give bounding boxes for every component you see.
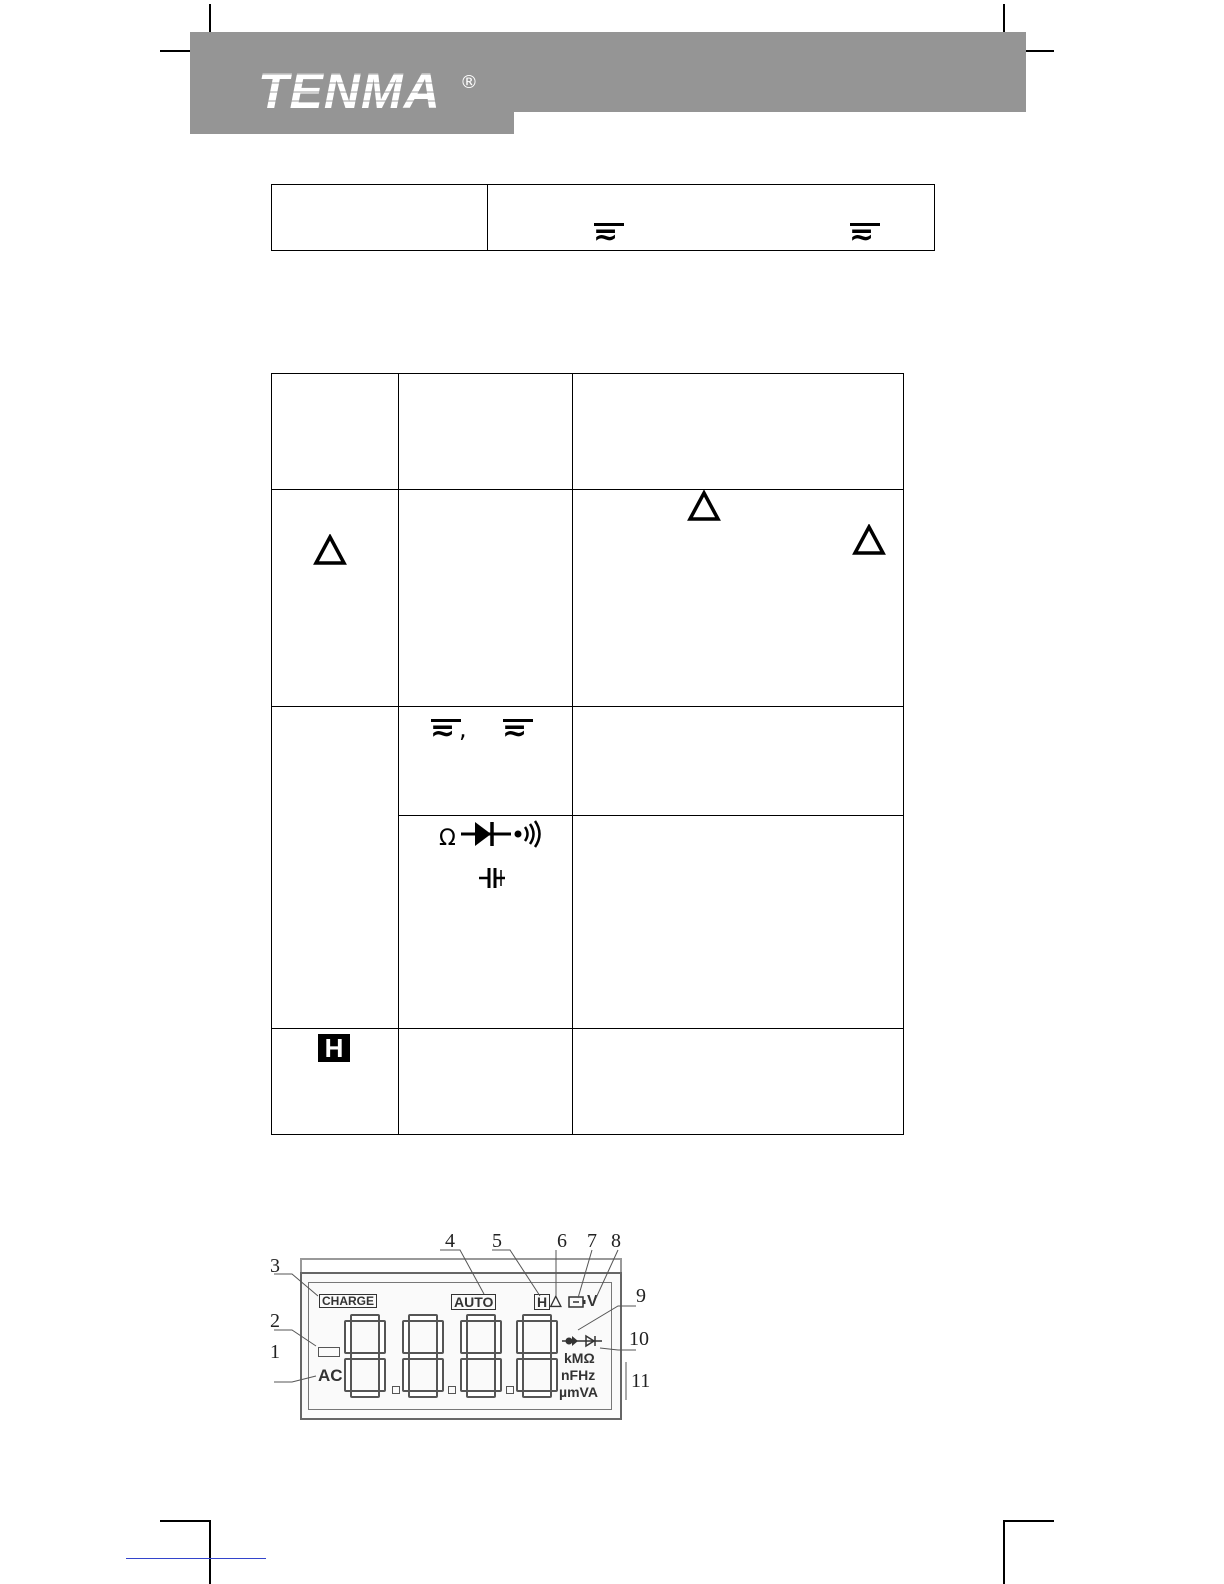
lcd-charge-label: CHARGE — [319, 1294, 377, 1308]
acdc-icon: ≂ — [503, 719, 533, 743]
acdc-icon: ≂ — [431, 719, 461, 743]
table-header-cell — [272, 374, 399, 490]
callout-9: 9 — [636, 1285, 646, 1307]
lcd-auto-label: AUTO — [451, 1294, 496, 1310]
lcd-ac-label: AC — [318, 1366, 343, 1385]
top-table — [271, 184, 935, 251]
warning-triangle-icon — [313, 534, 347, 566]
lcd-units-line2: kMΩ — [564, 1350, 595, 1366]
lcd-hold-label: H — [534, 1294, 550, 1310]
lcd-volt-label: V — [587, 1293, 598, 1310]
lcd-warning-label: △ — [550, 1292, 562, 1309]
symbols-table — [271, 373, 904, 1135]
callout-8: 8 — [611, 1230, 621, 1252]
callout-leader-lines — [260, 1230, 660, 1410]
warning-description-cell — [573, 490, 904, 707]
table-cell — [573, 815, 904, 1028]
warning-triangle-icon — [852, 524, 886, 556]
comma-separator: , — [459, 715, 467, 744]
crop-mark — [1004, 1520, 1054, 1522]
brand-logo: TENMA — [258, 63, 441, 119]
top-table-cell-right — [488, 185, 935, 251]
warning-triangle-icon — [687, 490, 721, 522]
acdc-icon: ≂ — [850, 223, 880, 247]
diode-icon — [461, 820, 511, 848]
lcd-units-line4: µmVA — [559, 1384, 598, 1400]
footer-link-underline — [126, 1558, 266, 1559]
callout-7: 7 — [587, 1230, 597, 1252]
table-cell — [399, 1028, 573, 1134]
table-cell — [399, 490, 573, 707]
sound-icon — [513, 820, 543, 848]
callout-3: 3 — [270, 1255, 280, 1277]
acdc-icon: ≂ — [594, 223, 624, 247]
callout-2: 2 — [270, 1310, 280, 1332]
table-header-cell — [399, 374, 573, 490]
acdc-symbol-cell — [399, 707, 573, 815]
crop-mark — [1003, 1520, 1005, 1584]
crop-mark — [160, 1520, 210, 1522]
capacitor-icon — [479, 866, 507, 890]
table-header-cell — [573, 374, 904, 490]
function-symbol-cell — [399, 815, 573, 1028]
warning-symbol-cell — [272, 490, 399, 707]
crop-mark — [209, 1520, 211, 1584]
table-cell — [573, 707, 904, 815]
hold-icon: H — [318, 1034, 350, 1062]
top-table-cell-left — [272, 185, 488, 251]
callout-11: 11 — [631, 1370, 651, 1392]
callout-6: 6 — [557, 1230, 567, 1252]
callout-1: 1 — [270, 1341, 280, 1363]
table-cell — [573, 1028, 904, 1134]
callout-10: 10 — [629, 1328, 649, 1350]
table-cell — [272, 707, 399, 1028]
ohm-icon: Ω — [439, 825, 456, 851]
registered-mark: ® — [460, 72, 478, 93]
callout-5: 5 — [492, 1230, 502, 1252]
callout-4: 4 — [445, 1230, 455, 1252]
lcd-units-line3: nFHz — [561, 1367, 596, 1383]
